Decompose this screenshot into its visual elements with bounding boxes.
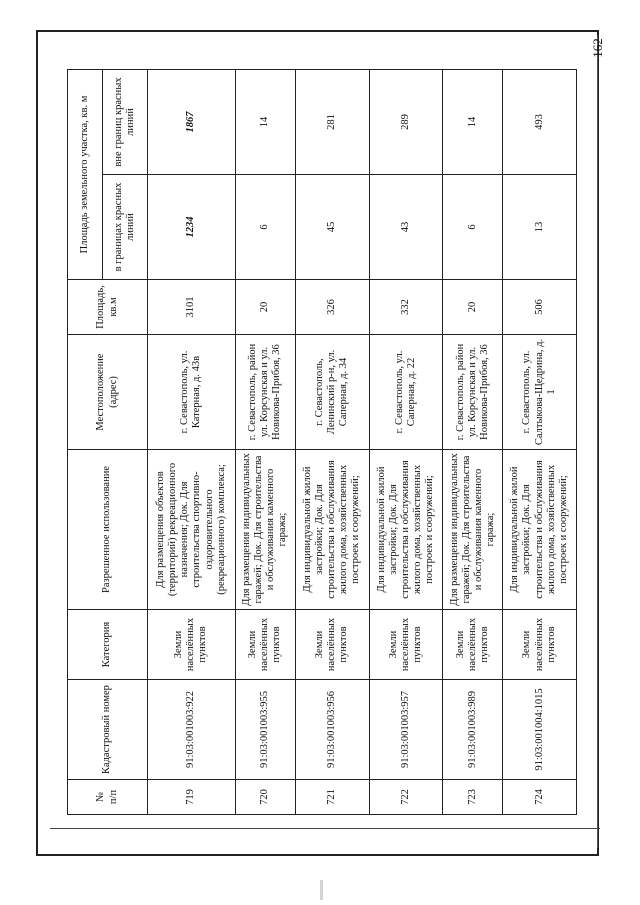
- header-category: Категория: [68, 610, 148, 680]
- cell-num: 724: [503, 780, 577, 815]
- cell-within: 13: [503, 175, 577, 280]
- header-num: № п/п: [68, 780, 148, 815]
- cell-cadastral: 91:03:001003:956: [295, 680, 369, 780]
- cell-area: 3101: [148, 280, 236, 335]
- cell-location: г. Севастополь, район ул. Корсунская и ул. Новикова-Прибоя, 36: [235, 335, 295, 450]
- table-row: [443, 69, 503, 814]
- table-row: [148, 69, 236, 814]
- rotated-table-wrapper: [67, 70, 577, 815]
- header-area: Площадь, кв.м: [68, 280, 148, 335]
- cell-location: г. Севастополь, ул. Катерная, д. 43в: [148, 335, 236, 450]
- cell-area: 20: [235, 280, 295, 335]
- cell-within: 45: [295, 175, 369, 280]
- cell-area: 332: [369, 280, 443, 335]
- cell-usage: Для размещения индивидуальных гаражей; Док. Для строительства и обслуживания каменного гаража;: [235, 450, 295, 610]
- cell-cadastral: 91:03:001003:922: [148, 680, 236, 780]
- header-location: Местоположение (адрес): [68, 335, 148, 450]
- scan-mark: [320, 880, 323, 900]
- header-cadastral: Кадастровый номер: [68, 680, 148, 780]
- cell-outside: 14: [443, 69, 503, 174]
- cell-usage: Для индивидуальной жилой застройки; Док. Для строительства и обслуживания жилого дома, хозяйственных построек и сооружений;: [369, 450, 443, 610]
- cell-num: 722: [369, 780, 443, 815]
- cell-category: Земли населённых пунктов: [148, 610, 236, 680]
- bottom-rule: [50, 828, 600, 829]
- cell-cadastral: 91:03:001003:955: [235, 680, 295, 780]
- header-outside: вне границ красных линий: [103, 69, 148, 174]
- table-row: [369, 69, 443, 814]
- table-row: [235, 69, 295, 814]
- cell-location: г. Севастополь, ул. Саперная, д. 22: [369, 335, 443, 450]
- cell-cadastral: 91:03:001003:957: [369, 680, 443, 780]
- header-within: в границах красных линий: [103, 175, 148, 280]
- table-row: [503, 69, 577, 814]
- cell-area: 326: [295, 280, 369, 335]
- side-rule: [597, 36, 598, 848]
- cell-within: 1234: [148, 175, 236, 280]
- cell-category: Земли населённых пунктов: [295, 610, 369, 680]
- cell-category: Земли населённых пунктов: [369, 610, 443, 680]
- cell-cadastral: 91:03:001004:1015: [503, 680, 577, 780]
- cell-cadastral: 91:03:001003:989: [443, 680, 503, 780]
- table-row: [295, 69, 369, 814]
- cell-location: г. Севастополь, ул. Салтыкова-Щедрина, д. 1: [503, 335, 577, 450]
- cell-usage: Для индивидуальной жилой застройки; Док. Для строительства и обслуживания жилого дома, хозяйственных построек и сооружений;: [295, 450, 369, 610]
- cell-num: 719: [148, 780, 236, 815]
- cell-usage: Для индивидуальной жилой застройки; Док. Для строительства и обслуживания жилого дома, хозяйственных построек и сооружений;: [503, 450, 577, 610]
- header-plot-area: Площадь земельного участка, кв. м: [68, 69, 103, 279]
- cell-usage: Для размещения объектов (территорий) рекреационного назначения; Док. Для строительства спортивно-оздоровительного (рекреационного) комплекса;: [148, 450, 236, 610]
- cell-within: 6: [235, 175, 295, 280]
- cell-num: 720: [235, 780, 295, 815]
- cell-category: Земли населённых пунктов: [503, 610, 577, 680]
- page-number: 162: [590, 38, 605, 58]
- cell-usage: Для размещения индивидуальных гаражей; Док. Для строительства и обслуживания каменного гаража;: [443, 450, 503, 610]
- cell-outside: 289: [369, 69, 443, 174]
- cell-num: 721: [295, 780, 369, 815]
- cell-outside: 14: [235, 69, 295, 174]
- cell-num: 723: [443, 780, 503, 815]
- cell-outside: 1867: [148, 69, 236, 174]
- land-plots-table: [67, 69, 577, 815]
- header-usage: Разрешенное использование: [68, 450, 148, 610]
- cell-outside: 493: [503, 69, 577, 174]
- cell-area: 20: [443, 280, 503, 335]
- cell-within: 6: [443, 175, 503, 280]
- cell-within: 43: [369, 175, 443, 280]
- cell-location: г. Севастополь, район ул. Корсунская и ул. Новикова-Прибоя, 36: [443, 335, 503, 450]
- cell-area: 506: [503, 280, 577, 335]
- cell-location: г. Севастополь, Ленинский р-н, ул. Саперная, д. 34: [295, 335, 369, 450]
- cell-category: Земли населённых пунктов: [443, 610, 503, 680]
- cell-outside: 281: [295, 69, 369, 174]
- cell-category: Земли населённых пунктов: [235, 610, 295, 680]
